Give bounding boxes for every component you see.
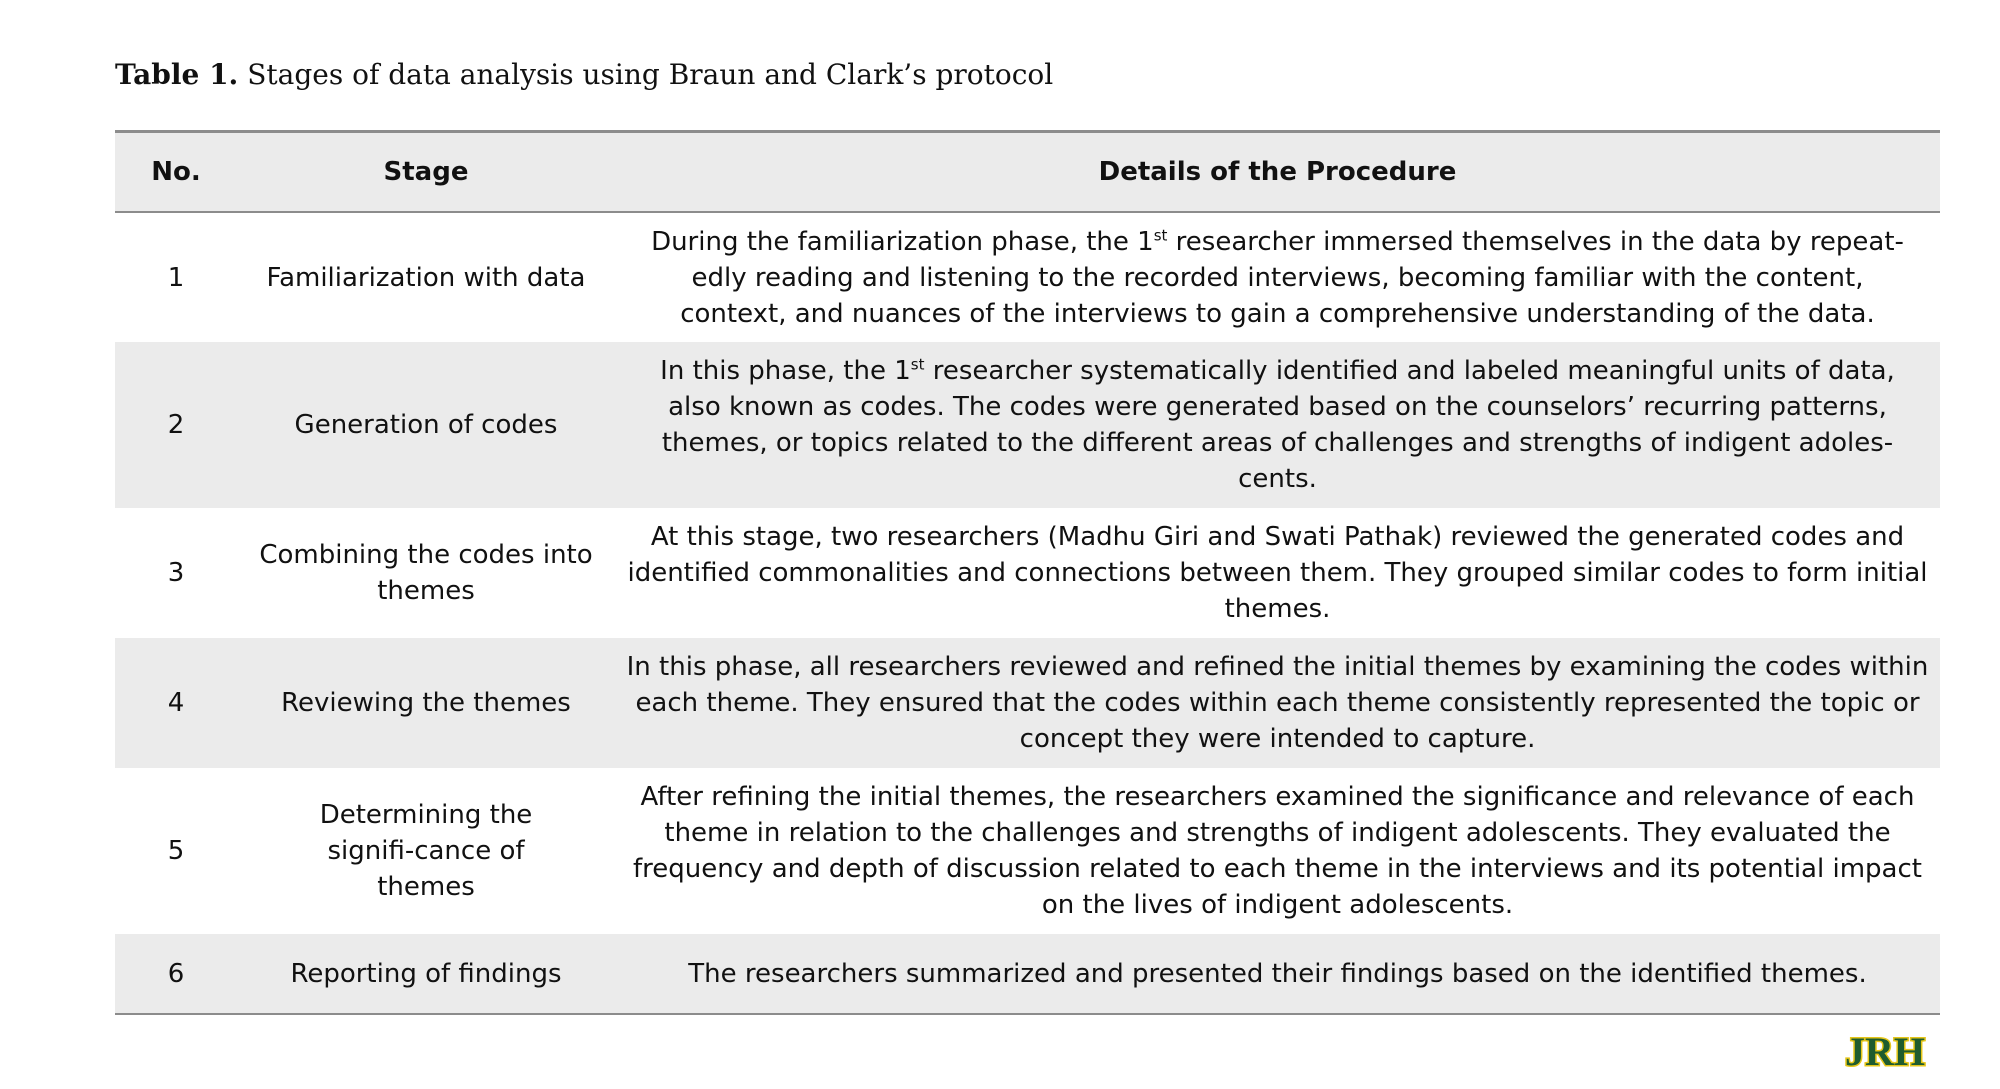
header-stage: Stage [383,157,469,187]
details-text: During the familiarization phase, the 1 [651,226,1154,257]
table-caption-label: Table 1. [115,58,239,91]
superscript-ordinal: st [1153,225,1168,244]
cell-details: In this phase, all researchers reviewed and refined the initial themes by examining the codes within each theme. They ensured that the codes within each theme consistently represented the topic or concept they were intended to capture. [626,652,1929,754]
table-row [115,212,1940,342]
cell-no: 6 [167,958,185,989]
cell-no: 3 [167,558,185,588]
cell-no: 2 [167,410,185,440]
cell-stage: Familiarization with data [266,262,586,293]
details-text: In this phase, the 1 [660,356,911,386]
cell-stage: Combining the codes into themes [259,540,593,606]
jrh-logo [1830,1032,1940,1072]
cell-stage: Generation of codes [294,410,558,440]
cell-details [615,212,1940,342]
table-row [115,638,1940,768]
details-text: researcher systematically identified and labeled meaningful units of data, also known as codes. The codes were generated based on the counselors’ recurring patterns, themes, or topics related to the different areas of challenges and strengths of indigent adoles-cents. [661,356,1895,494]
table-row [115,508,1940,638]
table-header [115,132,1940,213]
cell-stage: Reporting of findings [290,958,562,989]
cell-details [615,342,1940,508]
jrh-logo-text: JRH [1845,1032,1925,1072]
cell-details: After refining the initial themes, the researchers examined the significance and relevance of each theme in relation to the challenges and strengths of indigent adolescents. They evaluated the frequency and depth of discussion related to each theme in the interviews and its potential impact on the lives of indigent adolescents. [633,782,1922,920]
table-caption [115,58,1053,91]
table-body [115,212,1940,1014]
stages-table [115,130,1940,1015]
cell-no: 4 [167,688,185,718]
cell-stage: Determining the signifi-cance of themes [319,800,533,902]
header-no: No. [151,157,201,187]
table-row [115,768,1940,934]
details-text: researcher immersed themselves in the data by repeat-edly reading and listening to the recorded interviews, becoming familiar with the content, context, and nuances of the interviews to gain a comprehensive understanding of the data. [680,226,1904,329]
superscript-ordinal: st [910,355,925,374]
header-details: Details of the Procedure [1098,157,1457,187]
cell-details: The researchers summarized and presented their findings based on the identified themes. [688,958,1867,989]
cell-stage: Reviewing the themes [281,688,571,718]
cell-no: 5 [167,836,185,866]
cell-details: At this stage, two researchers (Madhu Giri and Swati Pathak) reviewed the generated codes and identified commonalities and connections between them. They grouped similar codes to form initial themes. [627,522,1928,624]
table-caption-text: Stages of data analysis using Braun and Clark’s protocol [247,58,1054,91]
table-row [115,342,1940,508]
table-row [115,934,1940,1014]
cell-no: 1 [167,262,185,293]
header-row [115,132,1940,213]
